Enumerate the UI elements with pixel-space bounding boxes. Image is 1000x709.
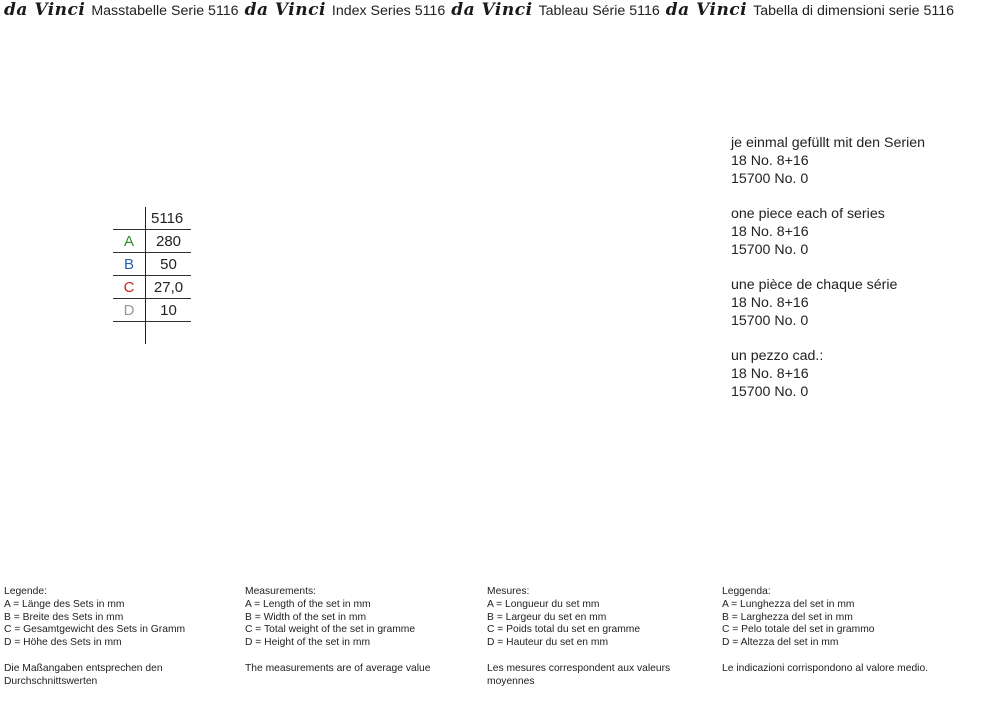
dimension-label: D [113, 299, 146, 322]
legend-item: D = Hauteur du set en mm [487, 637, 609, 649]
fill-note-line: 15700 No. 0 [731, 384, 809, 400]
legend-en [245, 586, 430, 676]
legend-item: B = Breite des Sets in mm [4, 611, 124, 623]
fill-note-heading: je einmal gefüllt mit den Serien [731, 135, 925, 151]
title-en: Index Series 5116 [331, 3, 446, 19]
legend-item: C = Poids total du set en gramme [487, 624, 641, 636]
title-it: Tabella di dimensioni serie 5116 [753, 3, 954, 19]
legend-note-line: Die Maßangaben entsprechen den [4, 662, 163, 674]
legend-title: Legende: [4, 586, 47, 597]
legend-item: C = Total weight of the set in gramme [245, 624, 416, 636]
column-header: 5116 [146, 207, 192, 230]
brand-logo: da Vinci [244, 0, 326, 20]
dimension-table [113, 207, 191, 344]
legend-item: D = Altezza del set in mm [722, 637, 839, 649]
legend-fr [487, 586, 670, 689]
legend-item: C = Gesamtgewicht des Sets in Gramm [4, 624, 186, 636]
legend-note [245, 663, 430, 676]
legend-item: B = Larghezza del set in mm [722, 611, 853, 623]
dimension-value: 27,0 [146, 276, 192, 299]
legend-de [4, 586, 185, 689]
dimension-label: B [113, 253, 146, 276]
page-header [4, 0, 960, 22]
fill-note-heading: un pezzo cad.: [731, 348, 824, 364]
fill-note-line: 18 No. 8+16 [731, 295, 809, 311]
legend-note [4, 663, 185, 689]
table-row [113, 276, 191, 299]
brand-logo: da Vinci [451, 0, 533, 20]
fill-note-line: 15700 No. 0 [731, 171, 809, 187]
legend-title: Measurements: [245, 586, 316, 597]
legend-item: B = Width of the set in mm [245, 611, 367, 623]
legend-note-line: moyennes [487, 675, 535, 687]
legend-note-line: Durchschnittswerten [4, 675, 98, 687]
legend-item: D = Höhe des Sets in mm [4, 637, 122, 649]
table-row-empty [113, 322, 191, 345]
legend-note [487, 663, 670, 689]
dimension-value: 280 [146, 230, 192, 253]
dimension-label: C [113, 276, 146, 299]
table-row [113, 253, 191, 276]
legend-item: D = Height of the set in mm [245, 637, 371, 649]
legend-item: C = Pelo totale del set in grammo [722, 624, 875, 636]
legend-note-line: The measurements are of average value [245, 662, 431, 674]
fill-notes [731, 134, 925, 418]
fill-note-line: 15700 No. 0 [731, 313, 809, 329]
brand-logo: da Vinci [665, 0, 748, 20]
legend-title: Leggenda: [722, 586, 771, 597]
legend-item: A = Length of the set in mm [245, 598, 371, 610]
fill-note-en [731, 205, 925, 259]
fill-note-it [731, 347, 925, 401]
table-row [113, 299, 191, 322]
fill-note-heading: one piece each of series [731, 206, 885, 222]
dimension-label: A [113, 230, 146, 253]
fill-note-de [731, 134, 925, 188]
brand-logo: da Vinci [4, 0, 86, 20]
legend-it [722, 586, 928, 676]
legend-note-line: Le indicazioni corrispondono al valore medio. [722, 662, 929, 674]
title-de: Masstabelle Serie 5116 [91, 3, 239, 19]
table-row [113, 230, 191, 253]
legend-item: B = Largeur du set en mm [487, 611, 607, 623]
table-header-row [113, 207, 191, 230]
fill-note-fr [731, 276, 925, 330]
legend-note [722, 663, 928, 676]
legend-note-line: Les mesures correspondent aux valeurs [487, 662, 671, 674]
legend-item: A = Länge des Sets in mm [4, 598, 125, 610]
fill-note-line: 18 No. 8+16 [731, 366, 809, 382]
legend-title: Mesures: [487, 586, 530, 597]
fill-note-line: 18 No. 8+16 [731, 153, 809, 169]
legend-item: A = Lunghezza del set in mm [722, 598, 855, 610]
dimension-value: 10 [146, 299, 192, 322]
title-fr: Tableau Série 5116 [538, 3, 660, 19]
fill-note-line: 15700 No. 0 [731, 242, 809, 258]
dimension-value: 50 [146, 253, 192, 276]
fill-note-heading: une pièce de chaque série [731, 277, 898, 293]
legend-item: A = Longueur du set mm [487, 598, 600, 610]
fill-note-line: 18 No. 8+16 [731, 224, 809, 240]
